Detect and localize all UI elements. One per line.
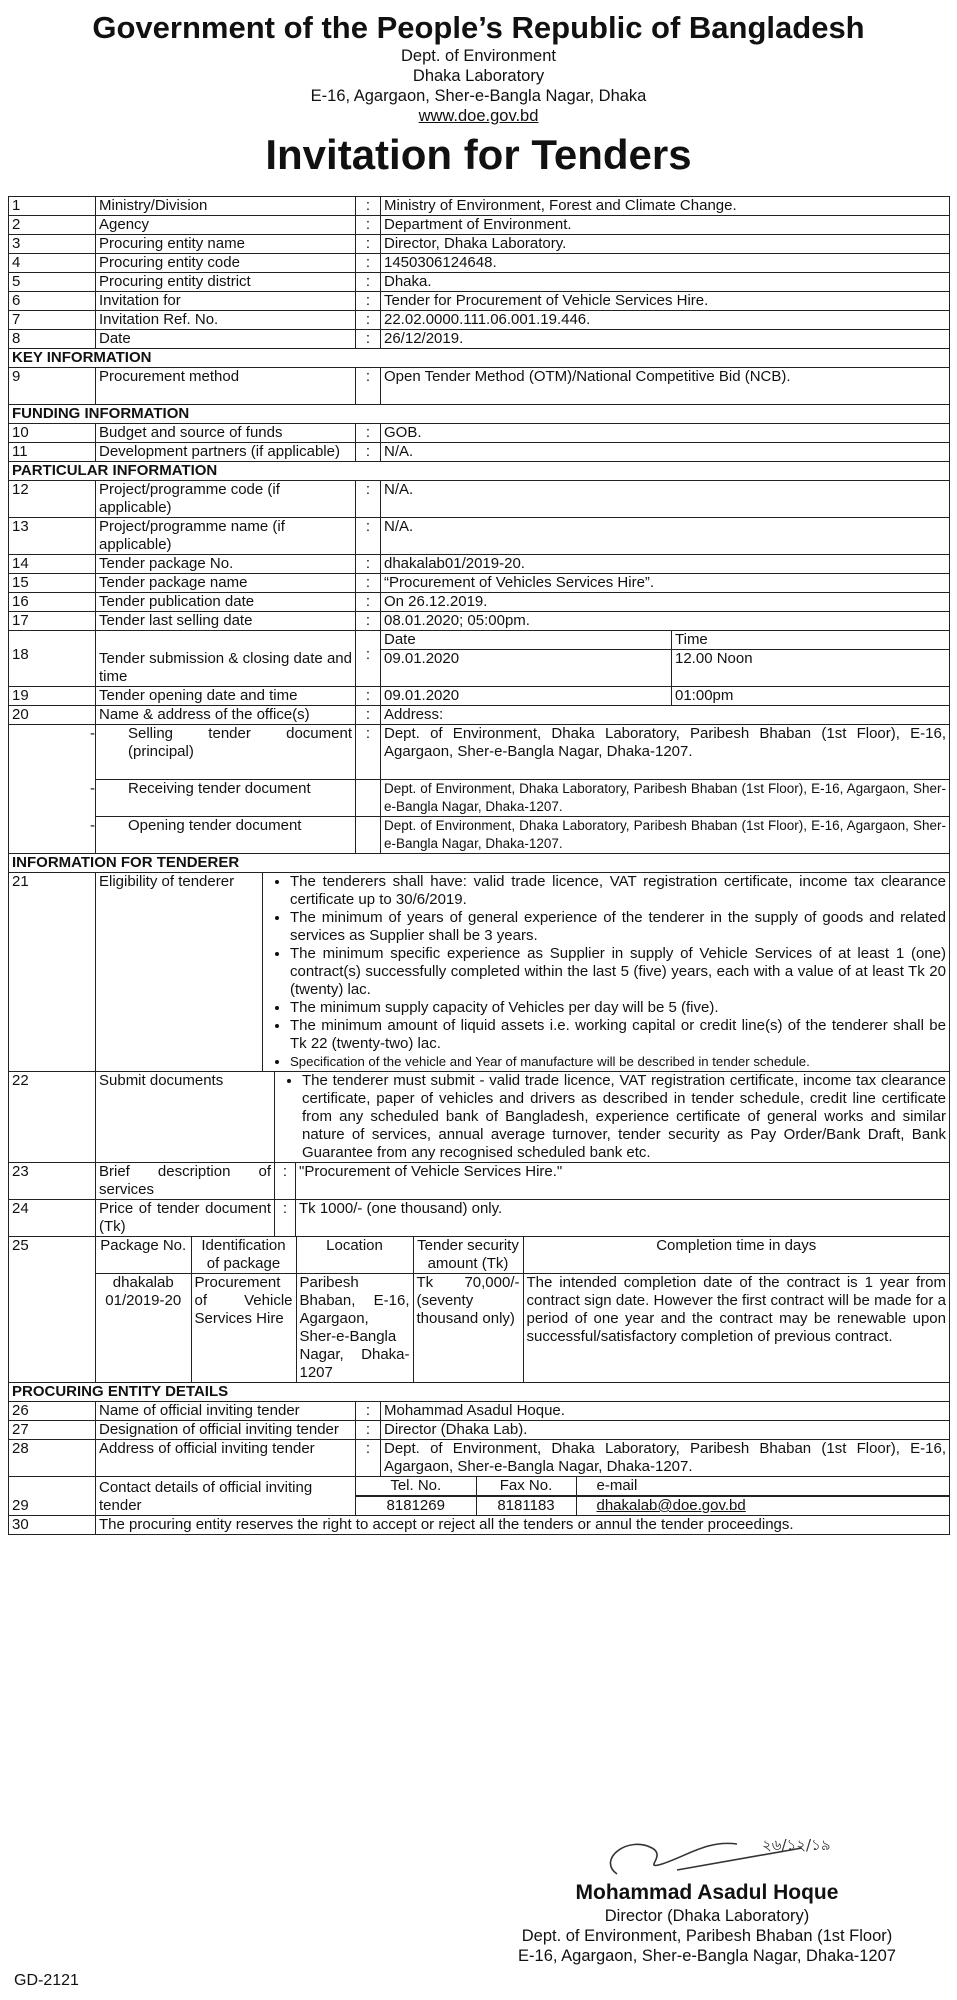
list-item: • Specification of the vehicle and Year of manufacture will be described in tender schedule. [290, 1053, 946, 1071]
row-number: 30 [9, 1516, 96, 1535]
opening-office-address: Dept. of Environment, Dhaka Laboratory, Paribesh Bhaban (1st Floor), E-16, Agargaon, Sher-e-Bangla Nagar, Dhaka-1207. [381, 817, 950, 854]
table-row [9, 1237, 950, 1383]
table-row [9, 443, 950, 462]
row-label: Tender package name [96, 574, 356, 593]
selling-office-label: Selling tender document (principal) [96, 725, 356, 780]
signatory-name: Mohammad Asadul Hoque [575, 1881, 839, 1904]
row-label: Invitation for [96, 292, 356, 311]
dash: - [9, 817, 96, 854]
package-completion: The intended completion date of the contract is 1 year from contract sign date. However the first contract will be made for a period of one year and the contract may be renewable upon successful/satisfactory completion of previous contract. [523, 1274, 949, 1383]
row-value: The procuring entity reserves the right to accept or reject all the tenders or annul the tender proceedings. [96, 1516, 950, 1535]
price-label: Price of tender document (Tk) [96, 1200, 275, 1236]
table-row [9, 216, 950, 235]
row-value: 1450306124648. [381, 254, 950, 273]
row-number: 26 [9, 1402, 96, 1421]
table-row [9, 873, 950, 1072]
row-number: 29 [9, 1477, 96, 1516]
row-number: 28 [9, 1440, 96, 1477]
gd-code: GD-2121 [14, 1972, 79, 1989]
table-row [9, 368, 950, 405]
table-row [9, 1200, 950, 1237]
row-value: On 26.12.2019. [381, 593, 950, 612]
email-heading: e-mail [596, 1477, 638, 1494]
row-value: “Procurement of Vehicles Services Hire”. [381, 574, 950, 593]
opening-office-label: Opening tender document [96, 817, 356, 854]
address-line: E-16, Agargaon, Sher-e-Bangla Nagar, Dhaka [310, 87, 647, 105]
row-value: GOB. [381, 424, 950, 443]
table-row [9, 817, 950, 854]
package-header: Tender security amount (Tk) [413, 1237, 523, 1274]
laboratory-line: Dhaka Laboratory [412, 67, 545, 85]
table-row [9, 1163, 950, 1200]
table-row [9, 235, 950, 254]
row-number: 11 [9, 443, 96, 462]
submission-cell [381, 650, 950, 687]
colon: : [356, 216, 381, 235]
row-label: Procuring entity district [96, 273, 356, 292]
submit-label: Submit documents [96, 1072, 275, 1162]
row-number: 17 [9, 612, 96, 631]
table-row [9, 1440, 950, 1477]
submission-time: 12.00 Noon [675, 650, 753, 667]
table-row [9, 311, 950, 330]
colon: : [356, 612, 381, 631]
row-value: N/A. [381, 443, 950, 462]
colon: : [356, 235, 381, 254]
brief-table [96, 1163, 949, 1199]
section-row [9, 405, 950, 424]
brief-value: "Procurement of Vehicle Services Hire." [299, 1163, 563, 1180]
row-label: Name & address of the office(s) [96, 706, 356, 725]
row-label: Tender publication date [96, 593, 356, 612]
section-heading: KEY INFORMATION [9, 349, 950, 368]
colon: : [356, 368, 381, 405]
row-number: 19 [9, 687, 96, 706]
row-number: 9 [9, 368, 96, 405]
opening-cell [381, 687, 950, 706]
package-location: Paribesh Bhaban, E-16, Agargaon, Sher-e-Bangla Nagar, Dhaka-1207 [296, 1274, 413, 1383]
eligibility-list [266, 873, 946, 1071]
colon: : [356, 311, 381, 330]
receiving-office-label: Receiving tender document [96, 780, 356, 817]
colon: : [356, 631, 381, 687]
row-number: 3 [9, 235, 96, 254]
contact-value-table [356, 1496, 949, 1515]
colon: : [356, 254, 381, 273]
colon: : [356, 292, 381, 311]
row-value: Dept. of Environment, Dhaka Laboratory, Paribesh Bhaban (1st Floor), E-16, Agargaon, Sher-e-Bangla Nagar, Dhaka-1207. [381, 1440, 950, 1477]
list-item: • The tenderer must submit - valid trade licence, VAT registration certificate, income tax clearance certificate, paper of vehicles and drivers as described in tender schedule, credit line certificate from any scheduled bank of Bangladesh, experience certificate of general works and similar nature of services, annual average turnover, tender security as Pay Order/Bank Draft, Bank Guarantee from any recognised scheduled bank etc. [302, 1072, 946, 1162]
department-line: Dept. of Environment [401, 47, 556, 65]
date-time-table [381, 631, 949, 649]
row-number: 24 [9, 1200, 96, 1237]
row-number: 7 [9, 311, 96, 330]
fax-heading: Fax No. [476, 1477, 576, 1495]
section-heading: PARTICULAR INFORMATION [9, 462, 950, 481]
time-heading: Time [675, 631, 708, 648]
package-header: Package No. [96, 1237, 191, 1274]
row-number: 6 [9, 292, 96, 311]
row-number: 4 [9, 254, 96, 273]
list-item: • The tenderers shall have: valid trade licence, VAT registration certificate, income tax clearance certificate up to 30/6/2019. [290, 873, 946, 909]
document-title: Invitation for Tenders [265, 131, 692, 178]
table-row [9, 481, 950, 518]
signatory-address-2: E-16, Agargaon, Sher-e-Bangla Nagar, Dhaka-1207 [518, 1947, 896, 1965]
package-cell [96, 1237, 950, 1383]
section-row [9, 462, 950, 481]
colon: : [356, 574, 381, 593]
row-number: 8 [9, 330, 96, 349]
row-number: 12 [9, 481, 96, 518]
price-value: Tk 1000/- (one thousand) only. [299, 1200, 503, 1217]
submit-table [96, 1072, 949, 1162]
package-header: Location [296, 1237, 413, 1274]
list-item: • The minimum amount of liquid assets i.e. working capital or credit line(s) of the tenderer shall be Tk 22 (twenty-two) lac. [290, 1017, 946, 1053]
table-row [9, 1477, 950, 1496]
submit-list [278, 1072, 946, 1162]
opening-time: 01:00pm [675, 687, 734, 704]
colon: : [356, 481, 381, 518]
opening-table [381, 687, 949, 705]
row-label: Project/programme code (if applicable) [96, 481, 356, 518]
dash: - [9, 725, 96, 780]
brief-cell [96, 1163, 950, 1200]
section-heading: FUNDING INFORMATION [9, 405, 950, 424]
colon: : [356, 1421, 381, 1440]
tel-heading: Tel. No. [356, 1477, 476, 1495]
row-label: Invitation Ref. No. [96, 311, 356, 330]
package-row [96, 1274, 949, 1383]
date-time-header [381, 631, 950, 650]
row-label: Tender submission & closing date and time [96, 631, 356, 687]
colon: : [356, 1402, 381, 1421]
table-row [9, 593, 950, 612]
package-number: dhakalab 01/2019-20 [96, 1274, 191, 1383]
package-header-row [96, 1237, 949, 1274]
section-heading: PROCURING ENTITY DETAILS [9, 1383, 950, 1402]
contact-header-table [356, 1477, 949, 1495]
receiving-office-address: Dept. of Environment, Dhaka Laboratory, Paribesh Bhaban (1st Floor), E-16, Agargaon, Sher-e-Bangla Nagar, Dhaka-1207. [381, 780, 950, 817]
table-row [9, 631, 950, 650]
row-number: 13 [9, 518, 96, 555]
row-number: 16 [9, 593, 96, 612]
row-value: N/A. [381, 518, 950, 555]
row-value: Mohammad Asadul Hoque. [381, 1402, 950, 1421]
opening-date: 09.01.2020 [381, 687, 672, 705]
submit-cell [96, 1072, 950, 1163]
email-link[interactable]: dhakalab@doe.gov.bd [576, 1497, 949, 1516]
row-label: Procuring entity name [96, 235, 356, 254]
list-item: • The minimum supply capacity of Vehicles per day will be 5 (five). [290, 999, 946, 1017]
row-value: 26/12/2019. [381, 330, 950, 349]
section-row [9, 349, 950, 368]
tel-value: 8181269 [356, 1497, 476, 1516]
dash: - [9, 780, 96, 817]
row-value: 22.02.0000.111.06.001.19.446. [381, 311, 950, 330]
colon: : [356, 273, 381, 292]
brief-label: Brief description of services [96, 1163, 275, 1199]
row-label: Tender opening date and time [96, 687, 356, 706]
table-row [9, 1072, 950, 1163]
row-label: Contact details of official inviting tender [96, 1477, 356, 1516]
table-row [9, 725, 950, 780]
row-number: 15 [9, 574, 96, 593]
row-value: Tender for Procurement of Vehicle Services Hire. [381, 292, 950, 311]
table-row [9, 612, 950, 631]
colon: : [356, 197, 381, 216]
colon: : [356, 1440, 381, 1477]
row-value: Dhaka. [381, 273, 950, 292]
row-number: 20 [9, 706, 96, 725]
package-header: Identification of package [191, 1237, 296, 1274]
address-heading: Address: [381, 706, 950, 725]
submission-date: 09.01.2020 [381, 650, 672, 686]
colon: : [356, 725, 381, 780]
table-row [9, 555, 950, 574]
contact-header-cell [356, 1477, 950, 1496]
row-label: Date [96, 330, 356, 349]
row-number: 1 [9, 197, 96, 216]
row-number: 27 [9, 1421, 96, 1440]
table-row [9, 292, 950, 311]
colon: : [356, 555, 381, 574]
row-number: 21 [9, 873, 96, 1072]
website-link[interactable]: www.doe.gov.bd [418, 107, 539, 125]
row-number: 23 [9, 1163, 96, 1200]
row-value: Director, Dhaka Laboratory. [381, 235, 950, 254]
row-value: Department of Environment. [381, 216, 950, 235]
row-label: Budget and source of funds [96, 424, 356, 443]
table-row [9, 1421, 950, 1440]
notice-header [0, 10, 957, 180]
package-table [96, 1237, 949, 1382]
row-label: Designation of official inviting tender [96, 1421, 356, 1440]
table-row [9, 574, 950, 593]
row-value: dhakalab01/2019-20. [381, 555, 950, 574]
table-row [9, 197, 950, 216]
table-row [9, 424, 950, 443]
section-row [9, 854, 950, 873]
table-row [9, 706, 950, 725]
table-row [9, 330, 950, 349]
government-title: Government of the People’s Republic of Bangladesh [92, 10, 865, 45]
eligibility-cell [96, 873, 950, 1072]
colon: : [356, 330, 381, 349]
date-heading: Date [381, 631, 672, 649]
section-row [9, 1383, 950, 1402]
table-row [9, 518, 950, 555]
row-label: Tender package No. [96, 555, 356, 574]
colon: : [356, 593, 381, 612]
row-label: Development partners (if applicable) [96, 443, 356, 462]
row-number: 2 [9, 216, 96, 235]
package-identification: Procurement of Vehicle Services Hire [191, 1274, 296, 1383]
row-value: Director (Dhaka Lab). [381, 1421, 950, 1440]
handwritten-date: ২৬/১২/১৯ [762, 1836, 831, 1854]
package-security: Tk 70,000/- (seventy thousand only) [413, 1274, 523, 1383]
colon: : [356, 424, 381, 443]
selling-office-address: Dept. of Environment, Dhaka Laboratory, Paribesh Bhaban (1st Floor), E-16, Agargaon, Sher-e-Bangla Nagar, Dhaka-1207. [381, 725, 950, 780]
contact-value-cell [356, 1496, 950, 1516]
fax-value: 8181183 [476, 1497, 576, 1516]
signatory-designation: Director (Dhaka Laboratory) [604, 1907, 810, 1925]
row-number: 14 [9, 555, 96, 574]
table-row [9, 254, 950, 273]
row-label: Agency [96, 216, 356, 235]
colon: : [356, 687, 381, 706]
eligibility-label: Eligibility of tenderer [96, 873, 263, 1071]
price-table [96, 1200, 949, 1236]
signature-block [517, 1830, 897, 1966]
colon: : [275, 1163, 296, 1199]
row-value: Ministry of Environment, Forest and Climate Change. [381, 197, 950, 216]
table-row [9, 780, 950, 817]
tender-table [8, 196, 950, 1535]
signatory-address-1: Dept. of Environment, Paribesh Bhaban (1st Floor) [521, 1927, 893, 1945]
row-label: Procurement method [96, 368, 356, 405]
table-row [9, 273, 950, 292]
row-number: 5 [9, 273, 96, 292]
row-value: N/A. [381, 481, 950, 518]
table-row [9, 1516, 950, 1535]
row-value: Open Tender Method (OTM)/National Competitive Bid (NCB). [381, 368, 950, 405]
list-item: • The minimum specific experience as Supplier in supply of Vehicle Services of at least 1 (one) contract(s) successfully completed within the last 5 (five) years, each with a value of at least Tk 20 (twenty) lac. [290, 945, 946, 999]
row-label: Ministry/Division [96, 197, 356, 216]
section-heading: INFORMATION FOR TENDERER [9, 854, 950, 873]
colon: : [356, 518, 381, 555]
eligibility-table [96, 873, 949, 1071]
price-cell [96, 1200, 950, 1237]
row-label: Project/programme name (if applicable) [96, 518, 356, 555]
list-item: • The minimum of years of general experience of the tenderer in the supply of goods and related services as Supplier shall be 3 years. [290, 909, 946, 945]
row-value: 08.01.2020; 05:00pm. [381, 612, 950, 631]
row-label: Procuring entity code [96, 254, 356, 273]
package-header: Completion time in days [523, 1237, 949, 1274]
empty-colon-cell [356, 780, 381, 817]
row-label: Address of official inviting tender [96, 1440, 356, 1477]
row-number: 10 [9, 424, 96, 443]
signature-scribble-icon [557, 1830, 857, 1880]
submission-table [381, 650, 949, 686]
empty-colon-cell [356, 817, 381, 854]
table-row [9, 1402, 950, 1421]
row-number: 22 [9, 1072, 96, 1163]
colon: : [275, 1200, 296, 1236]
colon: : [356, 706, 381, 725]
handwritten-signature [517, 1830, 897, 1880]
row-label: Tender last selling date [96, 612, 356, 631]
row-number: 25 [9, 1237, 96, 1383]
row-number: 18 [9, 631, 96, 687]
row-label: Name of official inviting tender [96, 1402, 356, 1421]
colon: : [356, 443, 381, 462]
table-row [9, 687, 950, 706]
